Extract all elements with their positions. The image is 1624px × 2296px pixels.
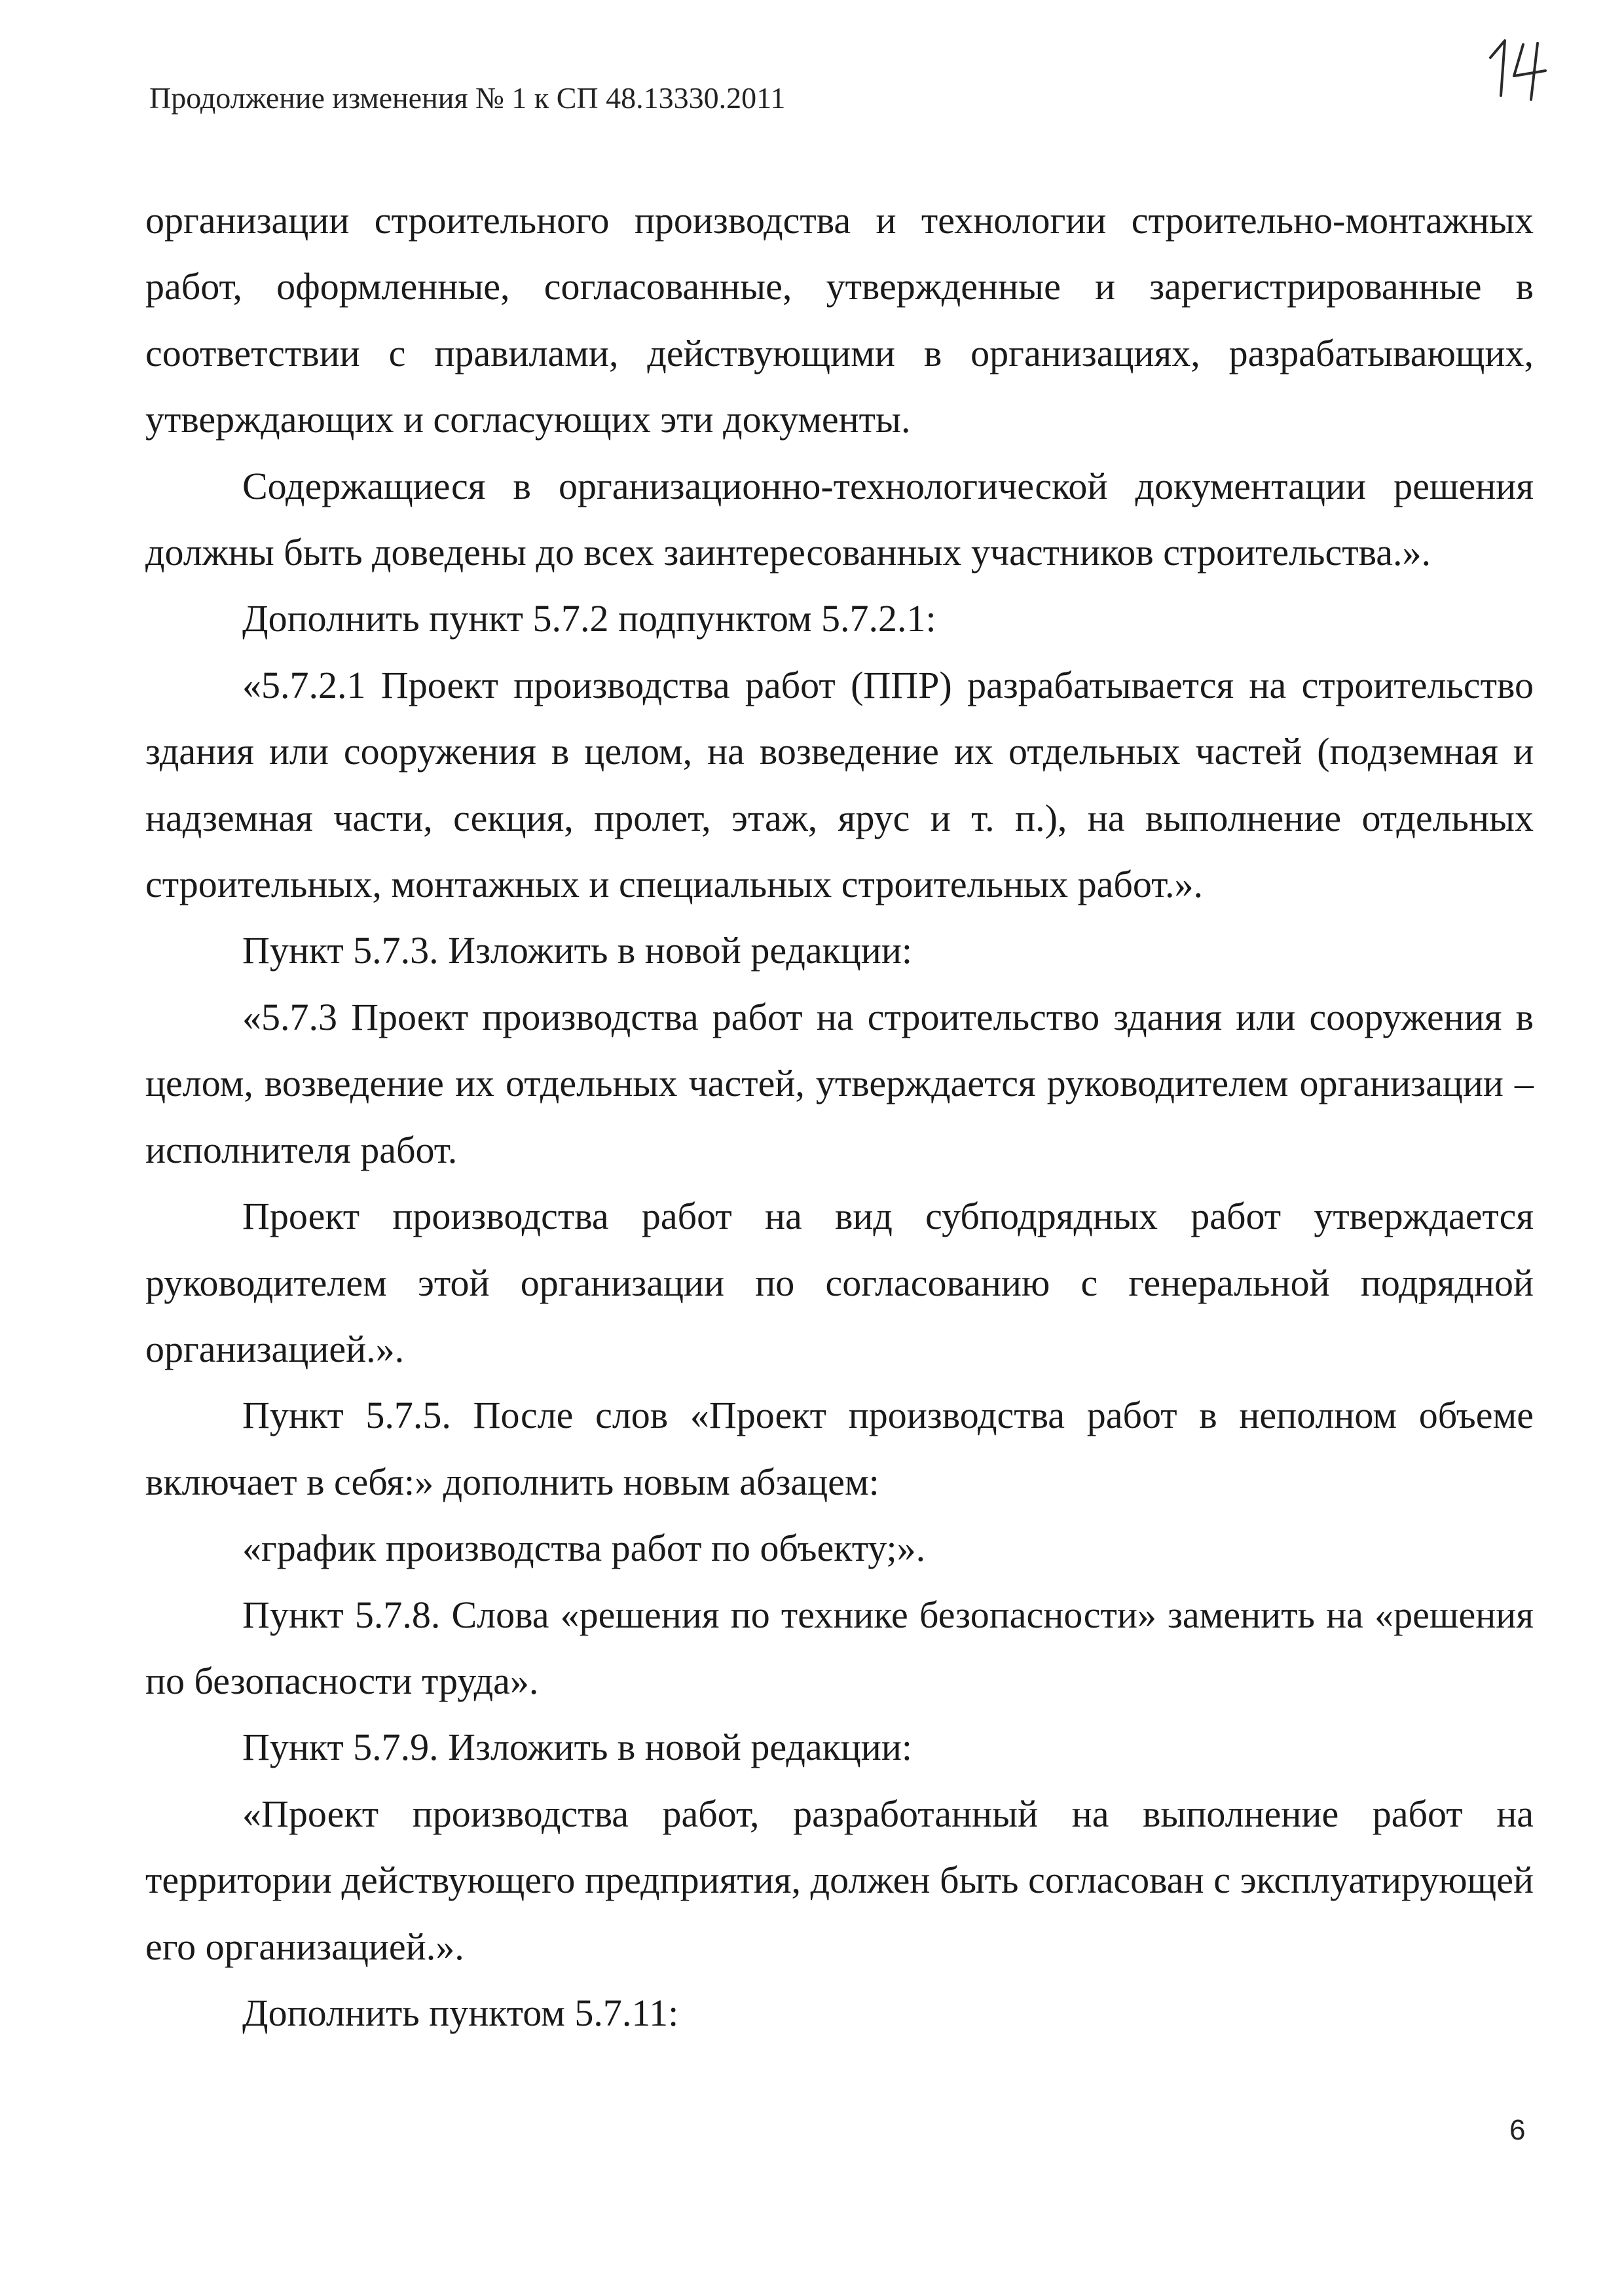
page-number: 6 (1509, 2114, 1526, 2146)
paragraph: Пункт 5.7.3. Изложить в новой редакции: (242, 929, 912, 972)
handwritten-page-mark (1485, 33, 1557, 105)
paragraph: «5.7.3 Проект производства работ на строительство здания или сооружения в целом, возведение их отдельных частей, утверждается руководителем организации – исполнителя работ. (145, 995, 1534, 1171)
paragraph: «Проект производства работ, разработанный на выполнение работ на территории действующего предприятия, должен быть согласован с эксплуатирующей его организацией.». (145, 1792, 1534, 1968)
paragraph: Дополнить пунктом 5.7.11: (242, 1991, 679, 2034)
paragraph: «график производства работ по объекту;». (242, 1527, 926, 1570)
paragraph: Содержащиеся в организационно-технологической документации решения должны быть доведены до всех заинтересованных участников строительства.». (145, 464, 1534, 574)
document-header: Продолжение изменения № 1 к СП 48.13330.2011 (149, 81, 786, 115)
document-body (145, 187, 1534, 2046)
paragraph: Пункт 5.7.9. Изложить в новой редакции: (242, 1726, 912, 1769)
paragraph: Пункт 5.7.5. После слов «Проект производства работ в неполном объеме включает в себя:» дополнить новым абзацем: (145, 1394, 1534, 1503)
paragraph: «5.7.2.1 Проект производства работ (ППР) разрабатывается на строительство здания или сооружения в целом, на возведение их отдельных частей (подземная и надземная части, секция, пролет, этаж, ярус и т. п.), на выполнение отдельных строительных, монтажных и специальных строительных работ.». (145, 663, 1534, 906)
paragraph: Дополнить пункт 5.7.2 подпунктом 5.7.2.1: (242, 597, 936, 640)
paragraph-continuation: организации строительного производства и технологии строительно-монтажных работ, оформленные, согласованные, утвержденные и зарегистрированные в соответствии с правилами, действующими в организациях, разрабатывающих, утверждающих и согласующих эти документы. (145, 199, 1534, 441)
paragraph: Пункт 5.7.8. Слова «решения по технике безопасности» заменить на «решения по безопасности труда». (145, 1593, 1534, 1702)
paragraph: Проект производства работ на вид субподрядных работ утверждается руководителем этой организации по согласованию с генеральной подрядной организацией.». (145, 1195, 1534, 1370)
